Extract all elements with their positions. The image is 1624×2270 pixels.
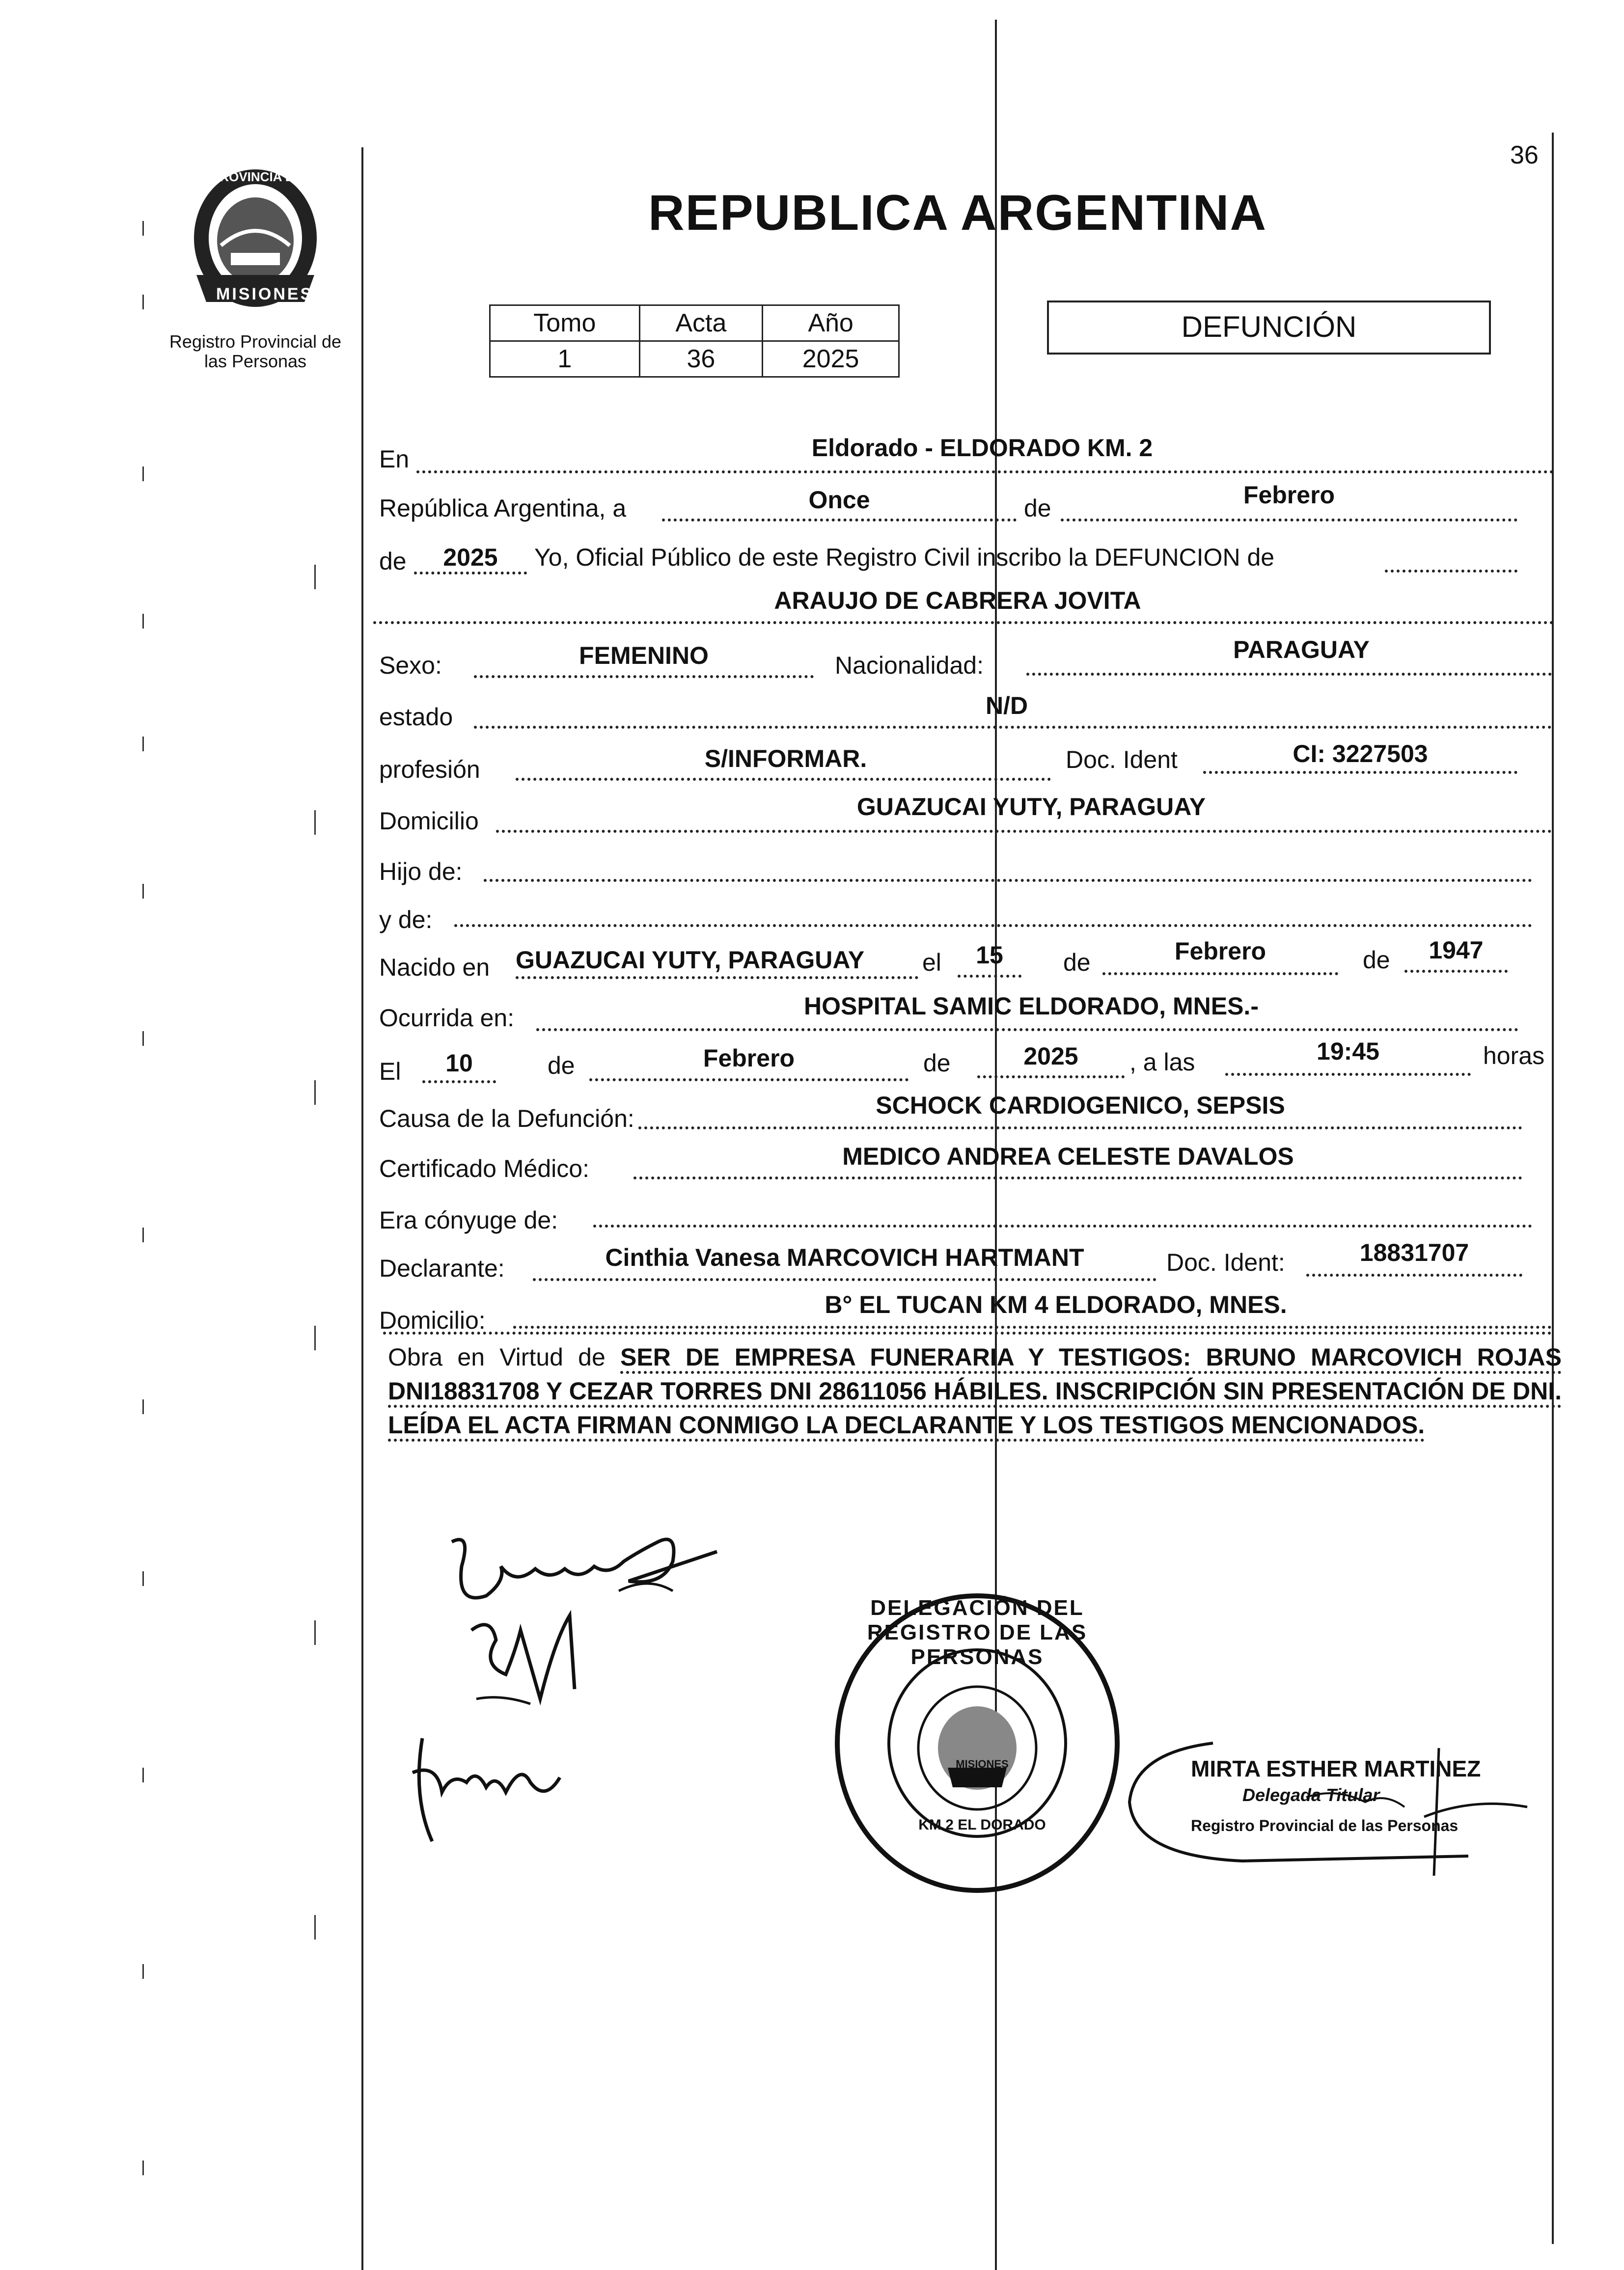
estado-value: N/D	[985, 692, 1028, 719]
yde-label: y de:	[379, 906, 433, 933]
signature-3-drawing	[403, 1719, 570, 1856]
def-anio-dots	[977, 1075, 1125, 1078]
ocurrida-label: Ocurrida en:	[379, 1004, 515, 1032]
nacido-label: Nacido en	[379, 954, 490, 981]
right-margin-line	[1552, 133, 1554, 2244]
official-name: MIRTA ESTHER MARTINEZ	[1191, 1756, 1481, 1781]
tomo-value: 1	[490, 341, 640, 377]
hora-dots	[1225, 1073, 1471, 1076]
yde-dots	[454, 924, 1532, 927]
obra-text: SER DE EMPRESA FUNERARIA Y TESTIGOS: BRUNO MARCOVICH ROJAS DNI18831708 Y CEZAR TORRES DNI 28611056 HÁBILES. INSCRIPCIÓN SIN PRESENTACIÓN DE DNI. LEÍDA EL ACTA FIRMAN CONMIGO LA DECLARANTE Y LOS TESTIGOS MENCIONADOS.	[388, 1343, 1562, 1442]
ocurrida-dots	[536, 1028, 1518, 1031]
def-de2-label: de	[923, 1049, 951, 1077]
declarante-label: Declarante:	[379, 1255, 505, 1282]
mes-value: Febrero	[1243, 481, 1335, 509]
nac-mes-value: Febrero	[1174, 937, 1266, 965]
acta-header: Acta	[639, 305, 763, 341]
left-margin-line	[361, 147, 363, 2270]
sexo-dots	[474, 675, 814, 678]
anio-header: Año	[763, 305, 899, 341]
stamp-seal-text: MISIONES	[956, 1758, 1009, 1770]
certificado-value: MEDICO ANDREA CELESTE DAVALOS	[842, 1143, 1294, 1170]
deceased-name: ARAUJO DE CABRERA JOVITA	[774, 587, 1141, 614]
seal-text-bottom: MISIONES	[216, 285, 314, 303]
nacionalidad-value: PARAGUAY	[1233, 636, 1370, 663]
sexo-label: Sexo:	[379, 652, 442, 679]
hora-value: 19:45	[1317, 1038, 1379, 1065]
document-title: REPUBLICA ARGENTINA	[648, 185, 1267, 241]
official-signature	[1277, 1738, 1532, 1886]
republica-label: República Argentina, a	[379, 494, 627, 522]
sexo-value: FEMENINO	[579, 642, 709, 669]
causa-label: Causa de la Defunción:	[379, 1105, 634, 1132]
profesion-value: S/INFORMAR.	[704, 745, 867, 772]
nac-de1-label: de	[1063, 949, 1091, 976]
obra-paragraph	[388, 1340, 1562, 1442]
stamp-outer-text: DELEGACIÓN DEL REGISTRO DE LAS PERSONAS	[867, 1596, 1088, 1669]
official-office: Registro Provincial de las Personas	[1191, 1817, 1459, 1834]
decl-domicilio-label: Domicilio:	[379, 1307, 486, 1334]
anio-dots	[414, 572, 527, 574]
official-role: Delegada Titular	[1242, 1785, 1380, 1805]
decl-doc-label: Doc. Ident:	[1166, 1249, 1285, 1276]
conyuge-label: Era cónyuge de:	[379, 1206, 558, 1234]
certificado-label: Certificado Médico:	[379, 1155, 589, 1182]
nac-de2-label: de	[1363, 946, 1390, 974]
nombre-dots	[373, 621, 1554, 624]
en-label: En	[379, 445, 410, 473]
decl-domicilio-value: B° EL TUCAN KM 4 ELDORADO, MNES.	[825, 1291, 1287, 1318]
declarante-value: Cinthia Vanesa MARCOVICH HARTMANT	[605, 1244, 1084, 1271]
estado-label: estado	[379, 703, 453, 731]
registry-name	[138, 332, 373, 371]
nac-dia-value: 15	[976, 941, 1003, 969]
dia-dots	[662, 519, 1017, 521]
nacionalidad-dots	[1026, 673, 1552, 676]
conyuge-dots	[593, 1225, 1532, 1228]
nacido-value: GUAZUCAI YUTY, PARAGUAY	[516, 946, 865, 974]
domicilio-label: Domicilio	[379, 807, 479, 835]
nac-el-label: el	[922, 949, 941, 976]
obra-label: Obra en Virtud de	[388, 1343, 606, 1371]
doc-label: Doc. Ident	[1066, 746, 1178, 773]
nac-mes-dots	[1102, 972, 1338, 975]
causa-value: SCHOCK CARDIOGENICO, SEPSIS	[876, 1092, 1285, 1119]
en-value: Eldorado - ELDORADO KM. 2	[811, 434, 1153, 462]
def-mes-value: Febrero	[703, 1044, 795, 1072]
profesion-label: profesión	[379, 756, 480, 783]
signature-2-drawing	[462, 1601, 599, 1728]
act-type: DEFUNCIÓN	[1181, 310, 1357, 343]
anio-value: 2025	[443, 544, 498, 571]
decl-doc-dots	[1306, 1274, 1522, 1277]
profesion-dots	[516, 778, 1051, 781]
nacido-dots	[516, 976, 918, 979]
alas-label: , a las	[1129, 1048, 1195, 1076]
seal-text-top: PROVINCIA DE	[211, 169, 303, 184]
obra-top-dots	[383, 1332, 1552, 1335]
hijo-label: Hijo de:	[379, 858, 463, 885]
def-el-label: El	[379, 1058, 401, 1085]
estado-dots	[474, 726, 1552, 729]
dia-value: Once	[808, 486, 870, 514]
oficial-text: Yo, Oficial Público de este Registro Civil inscribo la DEFUNCION de	[534, 544, 1275, 571]
horas-label: horas	[1483, 1042, 1545, 1069]
decl-doc-value: 18831707	[1359, 1239, 1469, 1266]
doc-dots	[1203, 771, 1517, 774]
stamp-inner-text: KM 2 EL DORADO	[918, 1817, 1046, 1833]
doc-value: CI: 3227503	[1293, 740, 1428, 767]
signature-2	[462, 1601, 599, 1728]
en-dots	[416, 470, 1554, 473]
anio-de-label: de	[379, 547, 407, 575]
certificado-dots	[633, 1176, 1522, 1179]
def-dia-dots	[422, 1080, 496, 1083]
tomo-header: Tomo	[490, 305, 640, 341]
registry-name-line1: Registro Provincial de	[169, 331, 342, 352]
def-mes-dots	[589, 1078, 908, 1081]
mes-de-label: de	[1024, 494, 1051, 522]
act-type-box	[1047, 301, 1491, 355]
causa-dots	[638, 1126, 1522, 1129]
def-de1-label: de	[548, 1052, 575, 1079]
registry-name-line2: las Personas	[204, 351, 307, 371]
nac-anio-dots	[1404, 970, 1508, 973]
hijo-dots	[484, 879, 1532, 882]
declarante-dots	[533, 1278, 1156, 1281]
record-table	[489, 304, 900, 378]
nac-dia-dots	[958, 975, 1021, 978]
decl-domicilio-dots	[513, 1326, 1552, 1329]
domicilio-value: GUAZUCAI YUTY, PARAGUAY	[856, 793, 1206, 820]
def-anio-value: 2025	[1023, 1042, 1078, 1070]
mes-dots	[1061, 519, 1517, 521]
signature-3	[403, 1719, 570, 1856]
oficial-dots	[1385, 570, 1517, 573]
page-number: 36	[1510, 141, 1539, 169]
nacionalidad-label: Nacionalidad:	[835, 652, 984, 679]
anio-value: 2025	[763, 341, 899, 377]
ocurrida-value: HOSPITAL SAMIC ELDORADO, MNES.-	[804, 992, 1259, 1020]
domicilio-dots	[496, 830, 1552, 833]
official-signature-drawing	[1277, 1738, 1532, 1886]
nac-anio-value: 1947	[1429, 936, 1484, 964]
acta-value: 36	[639, 341, 763, 377]
def-dia-value: 10	[445, 1049, 473, 1077]
